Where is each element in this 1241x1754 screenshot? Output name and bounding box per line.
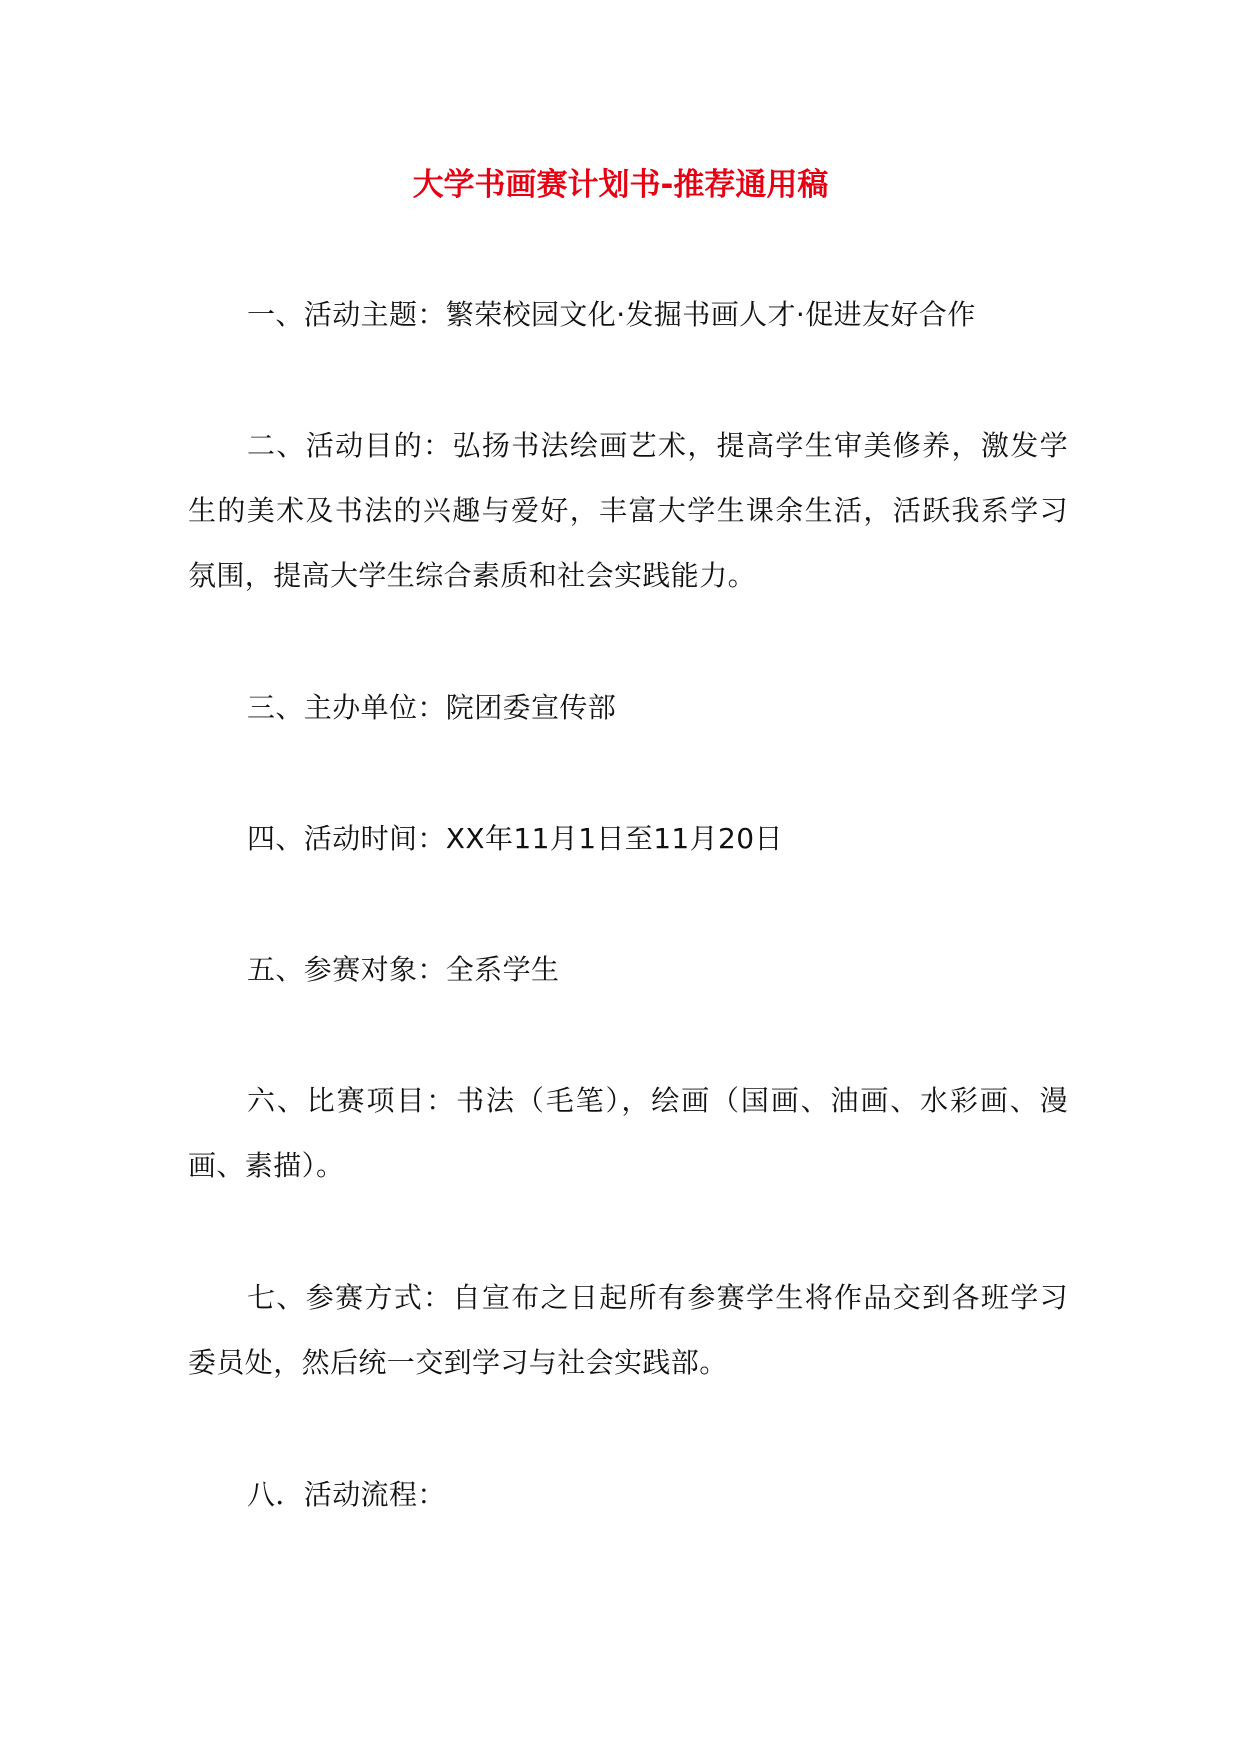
paragraph-organizer: 三、主办单位：院团委宣传部: [247, 691, 617, 724]
paragraph-participants: 五、参赛对象：全系学生: [247, 953, 560, 986]
paragraph-entry-method: 七、参赛方式：自宣布之日起所有参赛学生将作品交到各班学习委员处，然后统一交到学习与社会实践部。: [188, 1281, 1068, 1379]
paragraph-activity-purpose: 二、活动目的：弘扬书法绘画艺术，提高学生审美修养，激发学生的美术及书法的兴趣与爱好，丰富大学生课余生活，活跃我系学习氛围，提高大学生综合素质和社会实践能力。: [188, 429, 1068, 592]
paragraph-activity-process: 八．活动流程：: [247, 1478, 446, 1511]
paragraph-competition-items: 六、比赛项目：书法（毛笔），绘画（国画、油画、水彩画、漫画、素描）。: [188, 1084, 1068, 1182]
paragraph-activity-time: 四、活动时间：XX年11月1日至11月20日: [247, 822, 783, 855]
document-title: 大学书画赛计划书-推荐通用稿: [412, 167, 829, 203]
paragraph-activity-theme: 一、活动主题：繁荣校园文化·发掘书画人才·促进友好合作: [247, 298, 976, 331]
